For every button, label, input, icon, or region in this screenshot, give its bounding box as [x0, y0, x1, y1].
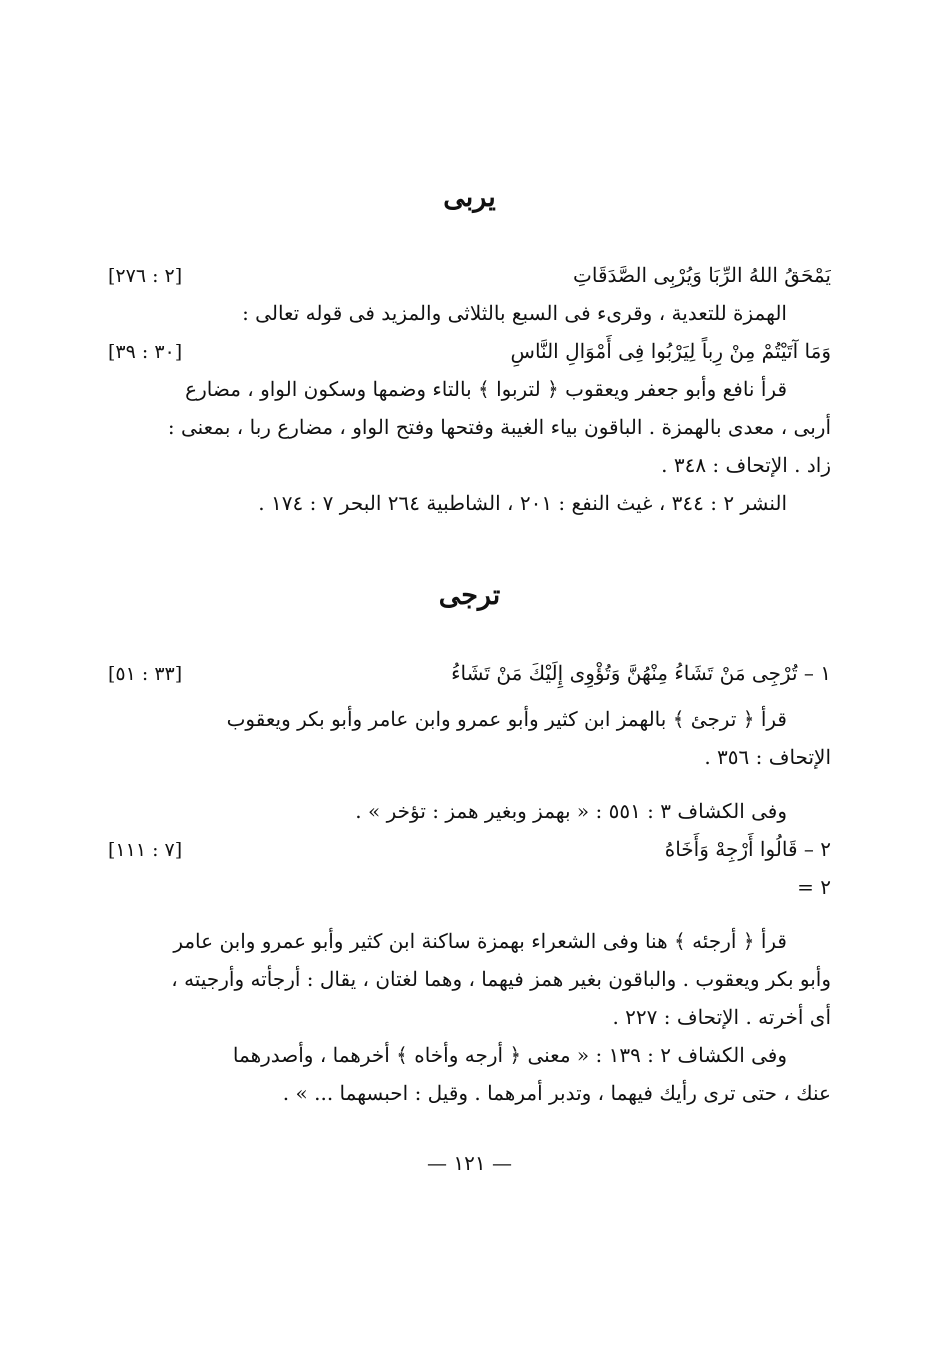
verse-line — [108, 256, 831, 294]
text-line: النشر ٢ : ٣٤٤ ، غيث النفع : ٢٠١ ، الشاطبية ٢٦٤ البحر ٧ : ١٧٤ . — [258, 491, 787, 515]
entry-heading-turji: ترجى — [438, 580, 501, 611]
verse-text: ٢ – قَالُوا أَرْجِهْ وَأَخَاهُ — [664, 837, 831, 861]
text-line: عنك ، حتى ترى رأيك فيهما ، وتدبر أمرهما . وقيل : احبسهما ... » . — [282, 1081, 831, 1105]
verse-reference: [٢ : ٢٧٦] — [108, 265, 183, 287]
verse-reference: [٧ : ١١١] — [108, 839, 183, 861]
verse-text: ١ – تُرْجِى مَنْ تَشَاءُ مِنْهُنَّ وَتُؤْوِى إِلَيْكَ مَنْ تَشَاءُ — [451, 661, 831, 685]
text-line: الهمزة للتعدية ، وقرىء فى السبع بالثلاثى والمزيد فى قوله تعالى : — [242, 301, 787, 325]
verse-reference: [٣٠ : ٣٩] — [108, 341, 183, 363]
text-line: وفى الكشاف ٣ : ٥٥١ : « بهمز وبغير همز : تؤخر » . — [355, 799, 787, 823]
verse-line — [108, 332, 831, 370]
text-line: أربى ، معدى بالهمزة . الباقون بياء الغيبة وفتحها وفتح الواو ، مضارع ربا ، بمعنى : — [167, 415, 831, 439]
text-line: وأبو بكر ويعقوب . والباقون بغير همز فيهما ، وهما لغتان ، يقال : أرجأته وأرجيته ، — [171, 967, 831, 991]
page-number: — ١٢١ — — [427, 1151, 512, 1175]
text-line: أى أخرته . الإتحاف : ٢٢٧ . — [612, 1005, 831, 1029]
verse-line — [108, 830, 831, 868]
text-line: وفى الكشاف ٢ : ١٣٩ : « معنى ﴿ أرجه وأخاه ﴾ أخرهما ، وأصدرهما — [232, 1043, 787, 1067]
text-line: قرأ ﴿ ترجئ ﴾ بالهمز ابن كثير وأبو عمرو وابن عامر وأبو بكر ويعقوب — [226, 707, 787, 731]
verse-text: وَمَا آتَيْتُمْ مِنْ رِباً لِيَرْبُوا فِى أَمْوَالِ النَّاسِ — [510, 339, 831, 363]
verse-reference: [٣٣ : ٥١] — [108, 663, 183, 685]
text-line: الإتحاف : ٣٥٦ . — [704, 745, 831, 769]
text-line: قرأ ﴿ أرجئه ﴾ هنا وفى الشعراء بهمزة ساكنة ابن كثير وأبو عمرو وابن عامر — [173, 929, 787, 953]
text-line: قرأ نافع وأبو جعفر ويعقوب ﴿ لتربوا ﴾ بالتاء وضمها وسكون الواو ، مضارع — [185, 377, 787, 401]
text-line: زاد . الإتحاف : ٣٤٨ . — [661, 453, 831, 477]
marker-line: ٢ = — [797, 875, 831, 899]
entry-heading-yurbi: يربى — [443, 182, 496, 213]
verse-text: يَمْحَقُ اللهُ الرِّبَا وَيُرْبِى الصَّدَقَاتِ — [573, 263, 831, 287]
verse-line — [108, 654, 831, 692]
